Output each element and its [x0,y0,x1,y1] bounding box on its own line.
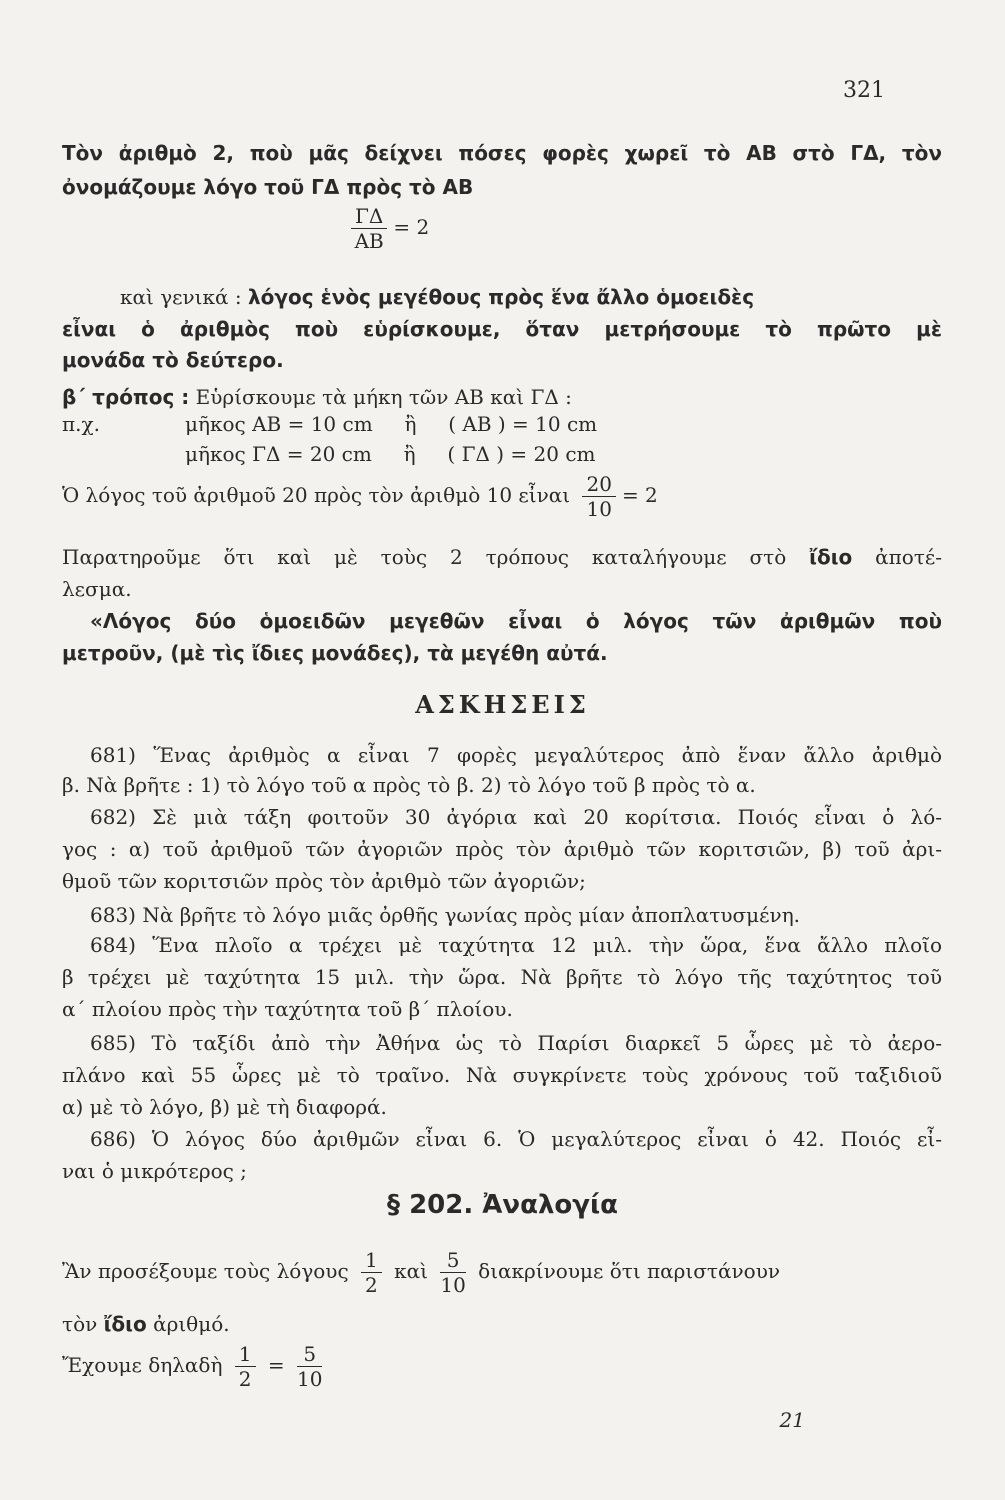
page-number: 321 [843,78,885,103]
section-title: § 202. Ἀναλογία [387,1190,618,1220]
eq-fraction-2-numerator: 5 [297,1342,322,1367]
general-line-2: εἶναι ὁ ἀριθμὸς ποὺ εὑρίσκουμε, ὅταν μετρήσουμε τὸ πρῶτο μὲ [62,317,942,341]
signature-mark: 21 [779,1408,805,1432]
fraction-1-denominator: 2 [365,1273,378,1297]
analogy-equation [62,1342,328,1391]
fraction-2-numerator: 5 [440,1248,465,1273]
conclusion-denominator: 10 [586,497,612,521]
ratio-value: = 2 [393,215,430,239]
exercise-line: ναι ὁ μικρότερος ; [62,1159,247,1183]
rule-line-1: «Λόγος δύο ὁμοειδῶν μεγεθῶν εἶναι ὁ λόγος τῶν ἀριθμῶν ποὺ [90,609,942,633]
exercise-line: α) μὲ τὸ λόγο, β) μὲ τὴ διαφορά. [62,1095,387,1119]
eq-fraction-1-denominator: 2 [238,1367,252,1391]
analogy-and: καὶ [394,1259,428,1283]
exercise-line: 683) Νὰ βρῆτε τὸ λόγο μιᾶς ὀρθῆς γωνίας πρὸς μίαν ἀποπλατυσμένη. [90,903,801,927]
example-row-1: μῆκος ΑΒ = 10 cm ἢ ( ΑΒ ) = 10 cm [185,412,598,436]
exercise-line: θμοῦ τῶν κοριτσιῶν πρὸς τὸν ἀριθμὸ τῶν ἀγοριῶν; [62,869,586,893]
eq-fraction-2-denominator: 10 [297,1367,323,1391]
exercise-line: 684) Ἕνα πλοῖο α τρέχει μὲ ταχύτητα 12 μιλ. τὴν ὥρα, ἕνα ἄλλο πλοῖο [90,933,942,957]
general-line-1 [120,282,942,312]
analogy-line-2 [62,1310,230,1338]
method-b-conclusion [62,472,658,521]
fraction-1-numerator: 1 [361,1248,382,1273]
eq-sign: = [267,1353,285,1377]
conclusion-numerator: 20 [582,472,615,497]
method-b-line [62,382,942,412]
analogy-line2-emph: ἴδιο [103,1312,147,1336]
eq-fraction-1-numerator: 1 [235,1342,256,1367]
observe-line-1 [62,542,942,572]
example-row-2: μῆκος ΓΔ = 20 cm ἢ ( ΓΔ ) = 20 cm [185,442,596,466]
general-line-3: μονάδα τὸ δεύτερο. [62,348,284,372]
intro-line-2: ὀνομάζουμε λόγο τοῦ ΓΔ πρὸς τὸ ΑΒ [62,175,474,199]
analogy-rest: διακρίνουμε ὅτι παριστάνουν [478,1259,781,1283]
conclusion-value: = 2 [621,483,658,507]
exercise-line: πλάνο καὶ 55 ὧρες μὲ τὸ τραῖνο. Νὰ συγκρίνετε τοὺς χρόνους τοῦ ταξιδιοῦ [62,1063,942,1087]
method-b-text: Εὑρίσκουμε τὰ μήκη τῶν ΑΒ καὶ ΓΔ : [195,385,572,409]
exercise-line: 685) Τὸ ταξίδι ἀπὸ τὴν Ἀθήνα ὡς τὸ Παρίσι διαρκεῖ 5 ὧρες μὲ τὸ ἀερο- [90,1031,942,1055]
ratio-denominator: ΑΒ [354,229,384,253]
analogy-line-1 [62,1248,780,1297]
rule-line-2: μετροῦν, (μὲ τὶς ἴδιες μονάδες), τὰ μεγέθη αὐτά. [62,641,608,665]
analogy-lead: Ἂν προσέξουμε τοὺς λόγους [62,1259,349,1283]
analogy-line2-start: τὸν [62,1312,98,1336]
observe-emph: ἴδιο [809,545,853,569]
fraction-2-denominator: 10 [440,1273,466,1297]
observe-text: Παρατηροῦμε ὅτι καὶ μὲ τοὺς 2 τρόπους καταλήγουμε στὸ [62,545,787,569]
exercise-line: γος : α) τοῦ ἀριθμοῦ τῶν ἀγοριῶν πρὸς τὸν ἀριθμὸ τῶν κοριτσιῶν, β) τοῦ ἀρι- [62,837,942,861]
exercises-title: ΑΣΚΗΣΕΙΣ [415,690,590,719]
method-b-label: β΄ τρόπος : [62,385,190,409]
exercise-line: 682) Σὲ μιὰ τάξη φοιτοῦν 30 ἀγόρια καὶ 20 κορίτσια. Ποιός εἶναι ὁ λό- [90,805,942,829]
conclusion-text: Ὁ λόγος τοῦ ἀριθμοῦ 20 πρὸς τὸν ἀριθμὸ 10 εἶναι [62,483,571,507]
exercise-line: 686) Ὁ λόγος δύο ἀριθμῶν εἶναι 6. Ὁ μεγαλύτερος εἶναι ὁ 42. Ποιός εἶ- [90,1127,942,1151]
example-label: π.χ. [62,412,100,436]
general-def-1: λόγος ἑνὸς μεγέθους πρὸς ἕνα ἄλλο ὁμοειδὲς [247,285,755,309]
observe-line-2: λεσμα. [62,577,132,601]
analogy-line2-end: ἀριθμό. [153,1312,230,1336]
observe-end: ἀποτέ- [875,545,943,569]
intro-line-1: Τὸν ἀριθμὸ 2, ποὺ μᾶς δείχνει πόσες φορὲς χωρεῖ τὸ ΑΒ στὸ ΓΔ, τὸν [62,141,942,165]
exercise-line: β. Νὰ βρῆτε : 1) τὸ λόγο τοῦ α πρὸς τὸ β. 2) τὸ λόγο τοῦ β πρὸς τὸ α. [62,773,756,797]
exercise-line: 681) Ἕνας ἀριθμὸς α εἶναι 7 φορὲς μεγαλύτερος ἀπὸ ἕναν ἄλλο ἀριθμὸ [90,743,942,767]
intro-ratio [345,204,429,253]
general-lead: καὶ γενικά : [120,285,242,309]
ratio-numerator: ΓΔ [351,204,387,229]
exercise-line: β τρέχει μὲ ταχύτητα 15 μιλ. τὴν ὥρα. Νὰ βρῆτε τὸ λόγο τῆς ταχύτητος τοῦ [62,965,942,989]
analogy-have: Ἔχουμε δηλαδὴ [62,1353,223,1377]
exercise-line: α΄ πλοίου πρὸς τὴν ταχύτητα τοῦ β΄ πλοίου. [62,997,513,1021]
